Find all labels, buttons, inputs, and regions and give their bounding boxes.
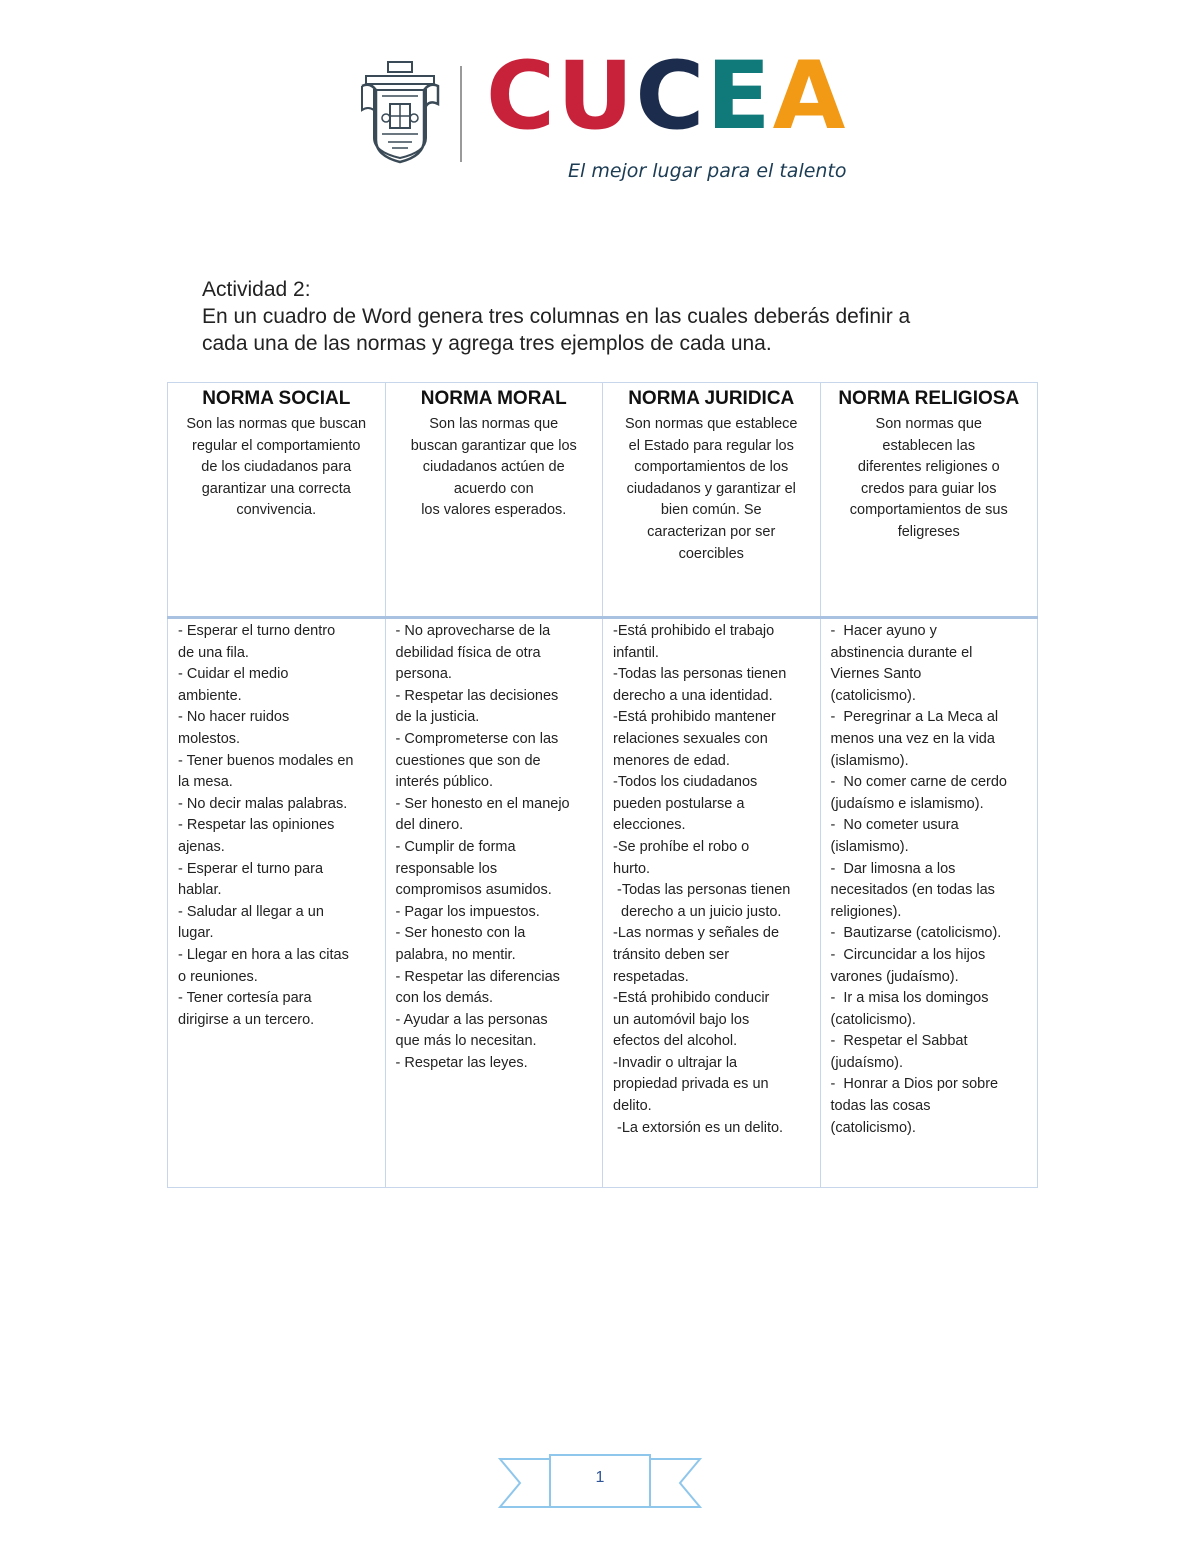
example-line: palabra, no mentir. — [395, 946, 516, 963]
example-line: - Llegar en hora a las citas — [178, 946, 349, 963]
example-line: - No decir malas palabras. — [178, 795, 348, 812]
example-line: - Tener buenos modales en — [178, 752, 354, 769]
example-line: - Dar limosna a los — [830, 860, 956, 877]
university-seal-icon — [360, 60, 440, 164]
example-line: ajenas. — [178, 838, 225, 855]
definition-line: acuerdo con — [453, 480, 534, 497]
page-number-badge — [498, 1451, 702, 1515]
example-line: lugar. — [178, 925, 214, 942]
activity-instructions — [202, 276, 1022, 357]
example-line: -Invadir o ultrajar la — [613, 1054, 738, 1071]
column-header-cell — [168, 383, 386, 618]
brand-wordmark — [486, 42, 848, 151]
example-line: - Esperar el turno dentro — [178, 623, 336, 639]
definition-line: Son normas que — [875, 416, 982, 432]
definition-line: de los ciudadanos para — [201, 459, 352, 476]
example-line: -Está prohibido mantener — [613, 709, 776, 726]
examples-list — [178, 621, 375, 1031]
example-line: hablar. — [178, 882, 222, 899]
example-line: de una fila. — [178, 644, 249, 661]
example-line: dirigirse a un tercero. — [178, 1011, 315, 1028]
example-line: -Está prohibido el trabajo — [613, 623, 775, 639]
example-line: - Peregrinar a La Meca al — [830, 709, 999, 726]
example-line: - Bautizarse (catolicismo). — [830, 925, 1002, 942]
example-line: con los demás. — [395, 990, 494, 1007]
example-line: (catolicismo). — [830, 687, 916, 704]
example-line: - Ser honesto con la — [395, 925, 526, 942]
example-line: (catolicismo). — [830, 1011, 916, 1028]
column-title: NORMA JURIDICA — [628, 388, 795, 409]
example-line: de la justicia. — [395, 709, 480, 726]
example-line: o reuniones. — [178, 968, 258, 985]
definition-line: ciudadanos actúen de — [422, 459, 565, 476]
example-line: -Las normas y señales de — [613, 925, 780, 942]
examples-list — [831, 621, 1028, 1139]
definition-line: bien común. Se — [660, 502, 762, 519]
example-line: ambiente. — [178, 687, 242, 704]
examples-cell — [603, 618, 821, 1188]
example-line: infantil. — [613, 644, 659, 661]
column-definition — [174, 414, 379, 522]
table-header-row — [168, 383, 1038, 618]
example-line: - Ayudar a las personas — [395, 1011, 548, 1028]
example-line: - Circuncidar a los hijos — [830, 946, 986, 963]
example-line: cuestiones que son de — [395, 752, 541, 769]
example-line: - Ir a misa los domingos — [830, 990, 989, 1007]
examples-list — [613, 621, 810, 1139]
example-line: todas las cosas — [830, 1098, 931, 1115]
example-line: - No aprovecharse de la — [395, 623, 551, 639]
example-line: -La extorsión es un delito. — [613, 1119, 784, 1136]
examples-cell — [385, 618, 603, 1188]
example-line: - Respetar el Sabbat — [830, 1033, 968, 1050]
example-line: derecho a una identidad. — [613, 687, 773, 704]
definition-line: credos para guiar los — [861, 480, 997, 497]
definition-line: Son normas que establece — [625, 416, 798, 432]
definition-line: caracterizan por ser — [647, 523, 776, 540]
definition-line: garantizar una correcta — [201, 480, 351, 497]
brand-tagline: El mejor lugar para el talento — [568, 160, 847, 182]
example-line: -Todos los ciudadanos — [613, 774, 758, 791]
example-line: relaciones sexuales con — [613, 730, 768, 747]
example-line: un automóvil bajo los — [613, 1011, 750, 1028]
example-line: derecho a un juicio justo. — [613, 903, 782, 920]
example-line: -Todas las personas tienen — [613, 666, 787, 683]
example-line: elecciones. — [613, 817, 686, 834]
example-line: - Tener cortesía para — [178, 990, 312, 1007]
example-line: - No cometer usura — [830, 817, 959, 834]
definition-line: diferentes religiones o — [857, 459, 1000, 476]
column-header-cell — [820, 383, 1038, 618]
brand-letter: C — [486, 42, 557, 151]
example-line: (catolicismo). — [830, 1119, 916, 1136]
definition-line: regular el comportamiento — [192, 437, 361, 454]
page-number: 1 — [595, 1469, 605, 1486]
column-definition — [392, 414, 597, 522]
example-line: - Comprometerse con las — [395, 730, 559, 747]
example-line: (judaísmo). — [830, 1054, 904, 1071]
definition-line: el Estado para regular los — [628, 437, 794, 454]
example-line: - Hacer ayuno y — [830, 623, 937, 639]
example-line: (islamismo). — [830, 838, 909, 855]
brand-letter: A — [772, 42, 848, 151]
example-line: pueden postularse a — [613, 795, 745, 812]
example-line: - Respetar las opiniones — [178, 817, 335, 834]
examples-list — [396, 621, 593, 1074]
example-line: varones (judaísmo). — [830, 968, 959, 985]
example-line: respetadas. — [613, 968, 689, 985]
example-line: - Respetar las decisiones — [395, 687, 559, 704]
example-line: - Honrar a Dios por sobre — [830, 1076, 999, 1093]
column-title: NORMA RELIGIOSA — [838, 388, 1020, 409]
example-line: molestos. — [178, 730, 241, 747]
definition-line: establecen las — [882, 437, 976, 454]
example-line: debilidad física de otra — [395, 644, 541, 661]
norms-table — [167, 382, 1038, 1188]
example-line: - Cumplir de forma — [395, 838, 516, 855]
example-line: Viernes Santo — [830, 666, 922, 683]
instruction-line: cada una de las normas y agrega tres ejemplos de cada una. — [202, 332, 772, 355]
logo-divider — [460, 66, 462, 162]
definition-line: comportamientos de sus — [849, 502, 1008, 519]
example-line: - Esperar el turno para — [178, 860, 324, 877]
definition-line: comportamientos de los — [634, 459, 789, 476]
example-line: -Está prohibido conducir — [613, 990, 770, 1007]
example-line: responsable los — [395, 860, 498, 877]
example-line: - Respetar las leyes. — [395, 1054, 528, 1071]
example-line: interés público. — [395, 774, 494, 791]
definition-line: buscan garantizar que los — [410, 437, 577, 454]
example-line: - No comer carne de cerdo — [830, 774, 1007, 791]
example-line: necesitados (en todas las — [830, 882, 995, 899]
example-line: del dinero. — [395, 817, 464, 834]
example-line: - Pagar los impuestos. — [395, 903, 540, 920]
definition-line: convivencia. — [236, 502, 317, 519]
definition-line: Son las normas que buscan — [186, 416, 367, 432]
example-line: delito. — [613, 1098, 652, 1115]
example-line: - Saludar al llegar a un — [178, 903, 324, 920]
column-title: NORMA MORAL — [420, 388, 567, 409]
examples-cell — [820, 618, 1038, 1188]
column-definition — [609, 414, 814, 565]
column-header-cell — [603, 383, 821, 618]
column-header-cell — [385, 383, 603, 618]
example-line: la mesa. — [178, 774, 233, 791]
instruction-line: En un cuadro de Word genera tres columnas en las cuales deberás definir a — [202, 305, 911, 328]
column-definition — [827, 414, 1032, 544]
example-line: - No hacer ruidos — [178, 709, 290, 726]
example-line: compromisos asumidos. — [395, 882, 552, 899]
example-line: religiones). — [830, 903, 902, 920]
example-line: efectos del alcohol. — [613, 1033, 738, 1050]
example-line: (islamismo). — [830, 752, 909, 769]
example-line: menos una vez en la vida — [830, 730, 995, 747]
example-line: -Todas las personas tienen — [613, 882, 791, 899]
definition-line: ciudadanos y garantizar el — [626, 480, 796, 497]
table-examples-row — [168, 618, 1038, 1188]
example-line: abstinencia durante el — [830, 644, 973, 661]
activity-title: Actividad 2: — [202, 278, 311, 301]
example-line: menores de edad. — [613, 752, 730, 769]
example-line: persona. — [395, 666, 452, 683]
example-line: propiedad privada es un — [613, 1076, 769, 1093]
example-line: tránsito deben ser — [613, 946, 730, 963]
example-line: - Cuidar el medio — [178, 666, 289, 683]
definition-line: feligreses — [897, 523, 960, 540]
brand-letter: U — [557, 42, 636, 151]
brand-letter: E — [706, 42, 773, 151]
definition-line: Son las normas que — [429, 416, 559, 432]
column-title: NORMA SOCIAL — [202, 388, 351, 409]
examples-cell — [168, 618, 386, 1188]
brand-letter: C — [635, 42, 707, 151]
example-line: (judaísmo e islamismo). — [830, 795, 984, 812]
example-line: - Ser honesto en el manejo — [395, 795, 570, 812]
example-line: -Se prohíbe el robo o — [613, 838, 750, 855]
example-line: - Respetar las diferencias — [395, 968, 560, 985]
example-line: hurto. — [613, 860, 651, 877]
example-line: que más lo necesitan. — [395, 1033, 537, 1050]
cucea-logo — [360, 42, 880, 188]
definition-line: coercibles — [678, 545, 744, 562]
definition-line: los valores esperados. — [421, 502, 567, 519]
